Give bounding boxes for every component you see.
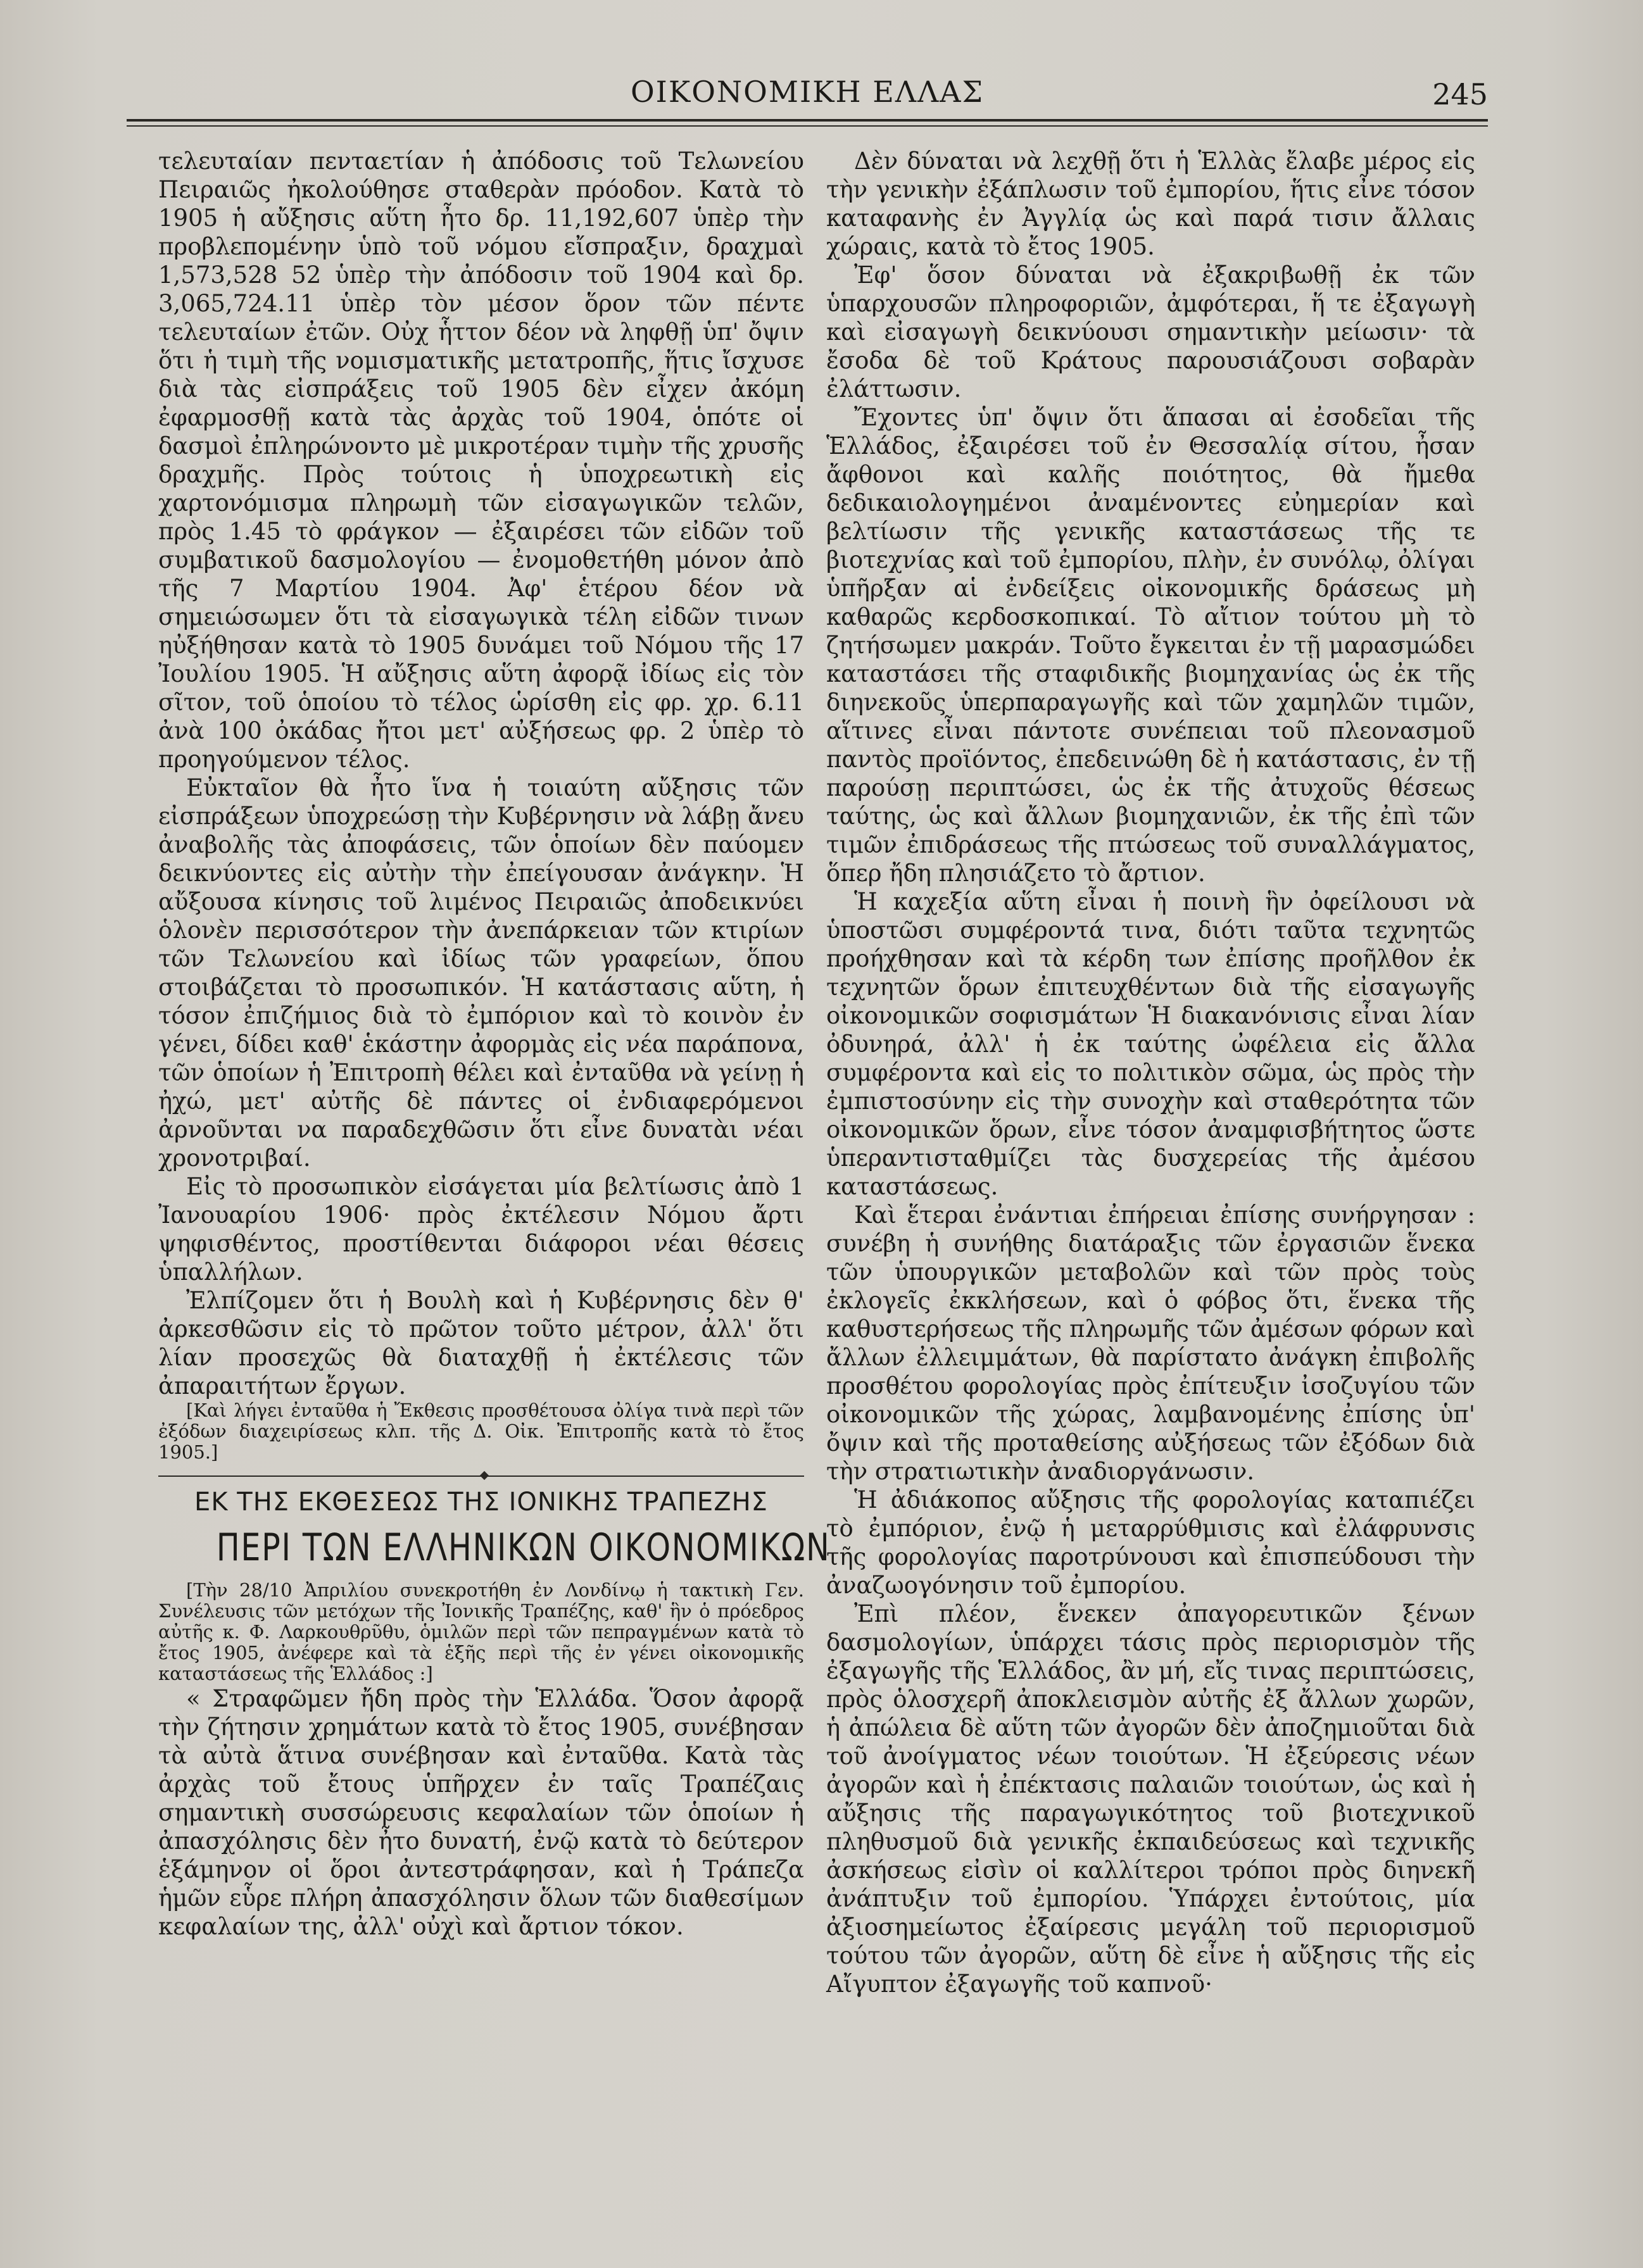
section-title: ΠΕΡΙ ΤΩΝ ΕΛΛΗΝΙΚΩΝ ΟΙΚΟΝΟΜΙΚΩΝ: [216, 1526, 831, 1570]
right-paragraph-5: Καὶ ἕτεραι ἐνάντιαι ἐπήρειαι ἐπίσης συνήργησαν : συνέβη ἡ συνήθης διατάραξις τῶν ἐργασιῶν ἕνεκα τῶν ὑπουργικῶν μεταβολῶν καὶ τῶν πρὸς τοὺς ἐκλογεῖς ἐκκλήσεων, καὶ ὁ φόβος ὅτι, ἕνεκα τῆς καθυστερήσεως τῆς πληρωμῆς τῶν ἀμέσων φόρων καὶ ἄλλων ἐλλειμμάτων, θὰ παρίστατο ἀνάγκη ἐπιβολῆς προσθέτου φορολογίας πρὸς ἐπίτευξιν ἰσοζυγίου τῶν οἰκονομικῶν τῆς χώρας, λαμβανομένης ἐπίσης ὑπ' ὄψιν καὶ τῆς προταθείσης αὐξήσεως τῶν ἐξόδων διὰ τὴν στρατιωτικὴν ἀναδιοργάνωσιν.: [826, 1201, 1475, 1485]
right-column: [826, 147, 1475, 1998]
right-paragraph-1: Δὲν δύναται νὰ λεχθῇ ὅτι ἡ Ἑλλὰς ἔλαβε μέρος εἰς τὴν γενικὴν ἐξάπλωσιν τοῦ ἐμπορίου, ἥτις εἶνε τόσον καταφανὴς ἐν Ἀγγλίᾳ ὡς καὶ παρά τισιν ἄλλαις χώραις, κατὰ τὸ ἔτος 1905.: [826, 147, 1475, 260]
right-paragraph-4: Ἡ καχεξία αὕτη εἶναι ἡ ποινὴ ἣν ὀφείλουσι νὰ ὑποστῶσι συμφέροντά τινα, διότι ταῦτα τεχνητῶς προήχθησαν καὶ τὰ κέρδη των ἐπίσης προῆλθον ἐκ τεχνητῶν ὅρων ἐπιτευχθέντων διὰ τῆς εἰσαγωγῆς οἰκονομικῶν σοφισμάτων Ἡ διακανόνισις εἶναι λίαν ὀδυνηρά, ἀλλ' ἡ ἐκ ταύτης ὠφέλεια εἰς ἄλλα συμφέροντα καὶ εἰς το πολιτικὸν σῶμα, ὡς πρὸς τὴν ἐμπιστοσύνην εἰς τὴν συνοχὴν καὶ σταθερότητα τῶν οἰκονομικῶν ὅρων, εἶνε τόσον ἀναμφισβήτητος ὥστε ὑπεραντισταθμίζει τὰς δυσχερείας τῆς ἀμέσου καταστάσεως.: [826, 888, 1475, 1200]
left-paragraph-4: Ἐλπίζομεν ὅτι ἡ Βουλὴ καὶ ἡ Κυβέρνησις δὲν θ' ἀρκεσθῶσιν εἰς τὸ πρῶτον τοῦτο μέτρον, ἀλλ' ὅτι λίαν προσεχῶς θὰ διαταχθῇ ἡ ἐκτέλεσις τῶν ἀπαραιτήτων ἔργων.: [158, 1287, 804, 1400]
right-paragraph-6: Ἡ ἀδιάκοπος αὔξησις τῆς φορολογίας καταπιέζει τὸ ἐμπόριον, ἐνῷ ἡ μεταρρύθμισις καὶ ἐλάφρυνσις τῆς φορολογίας παροτρύνουσι καὶ ἐπισπεύδουσι τὴν ἀναζωογόνησιν τοῦ ἐμπορίου.: [826, 1486, 1475, 1599]
section-divider: [158, 1475, 804, 1477]
page-number: 245: [1432, 77, 1488, 111]
left-paragraph-1: τελευταίαν πενταετίαν ἡ ἀπόδοσις τοῦ Τελωνείου Πειραιῶς ἠκολούθησε σταθερὰν πρόοδον. Κατὰ τὸ 1905 ἡ αὔξησις αὕτη ἦτο δρ. 11,192,607 ὑπὲρ τὴν προβλεπομένην ὑπὸ τοῦ νόμου εἴσπραξιν, δραχμαὶ 1,573,528 52 ὑπὲρ τὴν ἀπόδοσιν τοῦ 1904 καὶ δρ. 3,065,724.11 ὑπὲρ τὸν μέσον ὅρον τῶν πέντε τελευταίων ἐτῶν. Οὐχ ἧττον δέον νὰ ληφθῇ ὑπ' ὄψιν ὅτι ἡ τιμὴ τῆς νομισματικῆς μετατροπῆς, ἥτις ἴσχυσε διὰ τὰς εἰσπράξεις τοῦ 1905 δὲν εἶχεν ἀκόμη ἐφαρμοσθῇ κατὰ τὰς ἀρχὰς τοῦ 1904, ὁπότε οἱ δασμοὶ ἐπληρώνοντο μὲ μικροτέραν τιμὴν τῆς χρυσῆς δραχμῆς. Πρὸς τούτοις ἡ ὑποχρεωτικὴ εἰς χαρτονόμισμα πληρωμὴ τῶν εἰσαγωγικῶν τελῶν, πρὸς 1.45 τὸ φράγκον — ἐξαιρέσει τῶν εἰδῶν τοῦ συμβατικοῦ δασμολογίου — ἐνομοθετήθη μόνον ἀπὸ τῆς 7 Μαρτίου 1904. Ἀφ' ἑτέρου δέον νὰ σημειώσωμεν ὅτι τὰ εἰσαγωγικὰ τέλη εἰδῶν τινων ηὐξήθησαν κατὰ τὸ 1905 δυνάμει τοῦ Νόμου τῆς 17 Ἰουλίου 1905. Ἡ αὔξησις αὕτη ἀφορᾷ ἰδίως εἰς τὸν σῖτον, τοῦ ὁποίου τὸ τέλος ὡρίσθη εἰς φρ. χρ. 6.11 ἀνὰ 100 ὀκάδας ἤτοι μετ' αὐξήσεως φρ. 2 ὑπὲρ τὸ προηγούμενον τέλος.: [158, 147, 804, 773]
editor-note-end-of-report: [Καὶ λήγει ἐνταῦθα ἡ Ἔκθεσις προσθέτουσα ὀλίγα τινὰ περὶ τῶν ἐξόδων διαχειρίσεως κλπ. τῆς Δ. Οἰκ. Ἐπιτροπῆς κατὰ τὸ ἔτος 1905.]: [158, 1400, 804, 1463]
right-paragraph-3: Ἔχοντες ὑπ' ὄψιν ὅτι ἅπασαι αἱ ἐσοδεῖαι τῆς Ἑλλάδος, ἐξαιρέσει τοῦ ἐν Θεσσαλίᾳ σίτου, ἦσαν ἄφθονοι καὶ καλῆς ποιότητος, θὰ ἤμεθα δεδικαιολογημένοι ἀναμένοντες εὐημερίαν καὶ βελτίωσιν τῆς γενικῆς καταστάσεως τῆς τε βιοτεχνίας καὶ τοῦ ἐμπορίου, πλὴν, ἐν συνόλῳ, ὀλίγαι ὑπῆρξαν αἱ ἐνδείξεις οἰκονομικῆς δράσεως μὴ καθαρῶς κερδοσκοπικαί. Τὸ αἴτιον τούτου μὴ τὸ ζητήσωμεν μακράν. Τοῦτο ἔγκειται ἐν τῇ μαρασμώδει καταστάσει τῆς σταφιδικῆς βιομηχανίας ὡς ἐκ τῆς διηνεκοῦς ὑπερπαραγωγῆς καὶ τῶν χαμηλῶν τιμῶν, αἵτινες εἶναι πάντοτε συνέπειαι τοῦ πλεονασμοῦ παντὸς προϊόντος, ἐπεδεινώθη δὲ ἡ κατάστασις, ἐν τῇ παρούσῃ περιπτώσει, ὡς ἐκ τῆς ἀτυχοῦς θέσεως ταύτης, ὡς καὶ ἄλλων βιομηχανιῶν, ἐκ τῆς ἐπὶ τῶν τιμῶν ἐπιδράσεως τῆς πτώσεως τοῦ συναλλάγματος, ὅπερ ἤδη πλησιάζετο τὸ ἄρτιον.: [826, 404, 1475, 887]
running-head: [127, 70, 1488, 120]
left-column: [158, 147, 831, 1941]
right-paragraph-7: Ἐπὶ πλέον, ἕνεκεν ἀπαγορευτικῶν ξένων δασμολογίων, ὑπάρχει τάσις πρὸς περιορισμὸν τῆς ἐξαγωγῆς τῆς Ἑλλάδος, ἂν μή, εἴς τινας περιπτώσεις, πρὸς ὁλοσχερῆ ἀποκλεισμὸν αὐτῆς ἐξ ἄλλων χωρῶν, ἡ ἀπώλεια δὲ αὕτη τῶν ἀγορῶν δὲν ἀποζημιοῦται διὰ τοῦ ἀνοίγματος νέων τοιούτων. Ἡ ἐξεύρεσις νέων ἀγορῶν καὶ ἡ ἐπέκτασις παλαιῶν τοιούτων, ὡς καὶ ἡ αὔξησις τῆς παραγωγικότητος τοῦ βιοτεχνικοῦ πληθυσμοῦ διὰ γενικῆς ἐκπαιδεύσεως καὶ τεχνικῆς ἀσκήσεως εἰσὶν οἱ καλλίτεροι τρόποι πρὸς διηνεκῆ ἀνάπτυξιν τοῦ ἐμπορίου. Ὑπάρχει ἐντούτοις, μία ἀξιοσημείωτος ἐξαίρεσις μεγάλη τοῦ περιορισμοῦ τούτου τῶν ἀγορῶν, αὕτη δὲ εἶνε ἡ αὔξησις τῆς εἰς Αἴγυπτον ἐξαγωγῆς τοῦ καπνοῦ·: [826, 1600, 1475, 1998]
left-paragraph-3: Εἰς τὸ προσωπικὸν εἰσάγεται μία βελτίωσις ἀπὸ 1 Ἰανουαρίου 1906· πρὸς ἐκτέλεσιν Νόμου ἄρτι ψηφισθέντος, προστίθενται διάφοροι νέαι θέσεις ὑπαλλήλων.: [158, 1173, 804, 1286]
editor-note-meeting: [Τὴν 28/10 Ἀπριλίου συνεκροτήθη ἐν Λονδίνῳ ἡ τακτικὴ Γεν. Συνέλευσις τῶν μετόχων τῆς Ἰονικῆς Τραπέζης, καθ' ἣν ὁ πρόεδρος αὐτῆς κ. Φ. Λαρκουθρῦθυ, ὁμιλῶν περὶ τῶν πεπραγμένων κατὰ τὸ ἔτος 1905, ἀνέφερε καὶ τὰ ἑξῆς περὶ τῆς ἐν γένει οἰκονομικῆς καταστάσεως τῆς Ἑλλάδος :]: [158, 1579, 804, 1684]
header-rule: [127, 119, 1488, 122]
section-source-label: ΕΚ ΤΗΣ ΕΚΘΕΣΕΩΣ ΤΗΣ ΙΟΝΙΚΗΣ ΤΡΑΠΕΖΗΣ: [194, 1488, 768, 1517]
left-paragraph-2: Εὐκταῖον θὰ ἦτο ἵνα ἡ τοιαύτη αὔξησις τῶν εἰσπράξεων ὑποχρεώσῃ τὴν Κυβέρνησιν νὰ λάβῃ ἄνευ ἀναβολῆς τὰς ἀποφάσεις, τῶν ὁποίων δὲν παύομεν δεικνύοντες εἰς αὐτὴν τὴν ἐπείγουσαν ἀνάγκην. Ἡ αὔξουσα κίνησις τοῦ λιμένος Πειραιῶς ἀποδεικνύει ὁλονὲν περισσότερον τὴν ἀνεπάρκειαν τῶν κτιρίων τῶν Τελωνείου καὶ ἰδίως τῶν γραφείων, ὅπου στοιβάζεται τὸ προσωπικόν. Ἡ κατάστασις αὕτη, ἡ τόσον ἐπιζήμιος διὰ τὸ ἐμπόριον καὶ τὸ κοινὸν ἐν γένει, δίδει καθ' ἑκάστην ἀφορμὰς εἰς νέα παράπονα, τῶν ὁποίων ἡ Ἐπιτροπὴ θέλει καὶ ἐνταῦθα νὰ γείνῃ ἡ ἠχώ, μετ' αὐτῆς δὲ πάντες οἱ ἐνδιαφερόμενοι ἀρνοῦνται να παραδεχθῶσιν ὅτι εἶνε δυνατὰι νέαι χρονοτριβαί.: [158, 774, 804, 1172]
header-rule-thin: [127, 125, 1488, 127]
left-paragraph-5: « Στραφῶμεν ἤδη πρὸς τὴν Ἑλλάδα. Ὅσον ἀφορᾷ τὴν ζήτησιν χρημάτων κατὰ τὸ ἔτος 1905, συνέβησαν τὰ αὐτὰ ἅτινα συνέβησαν καὶ ἐνταῦθα. Κατὰ τὰς ἀρχὰς τοῦ ἔτους ὑπῆρχεν ἐν ταῖς Τραπέζαις σημαντικὴ συσσώρευσις κεφαλαίων τῶν ὁποίων ἡ ἀπασχόλησις δὲν ἦτο δυνατή, ἐνῷ κατὰ τὸ δεύτερον ἑξάμηνον οἱ ὅροι ἀντεστράφησαν, καὶ ἡ Τράπεζα ἡμῶν εὗρε πλήρη ἀπασχόλησιν ὅλων τῶν διαθεσίμων κεφαλαίων της, ἀλλ' οὐχὶ καὶ ἄρτιον τόκον.: [158, 1685, 804, 1940]
right-paragraph-2: Ἐφ' ὅσον δύναται νὰ ἐξακριβωθῇ ἐκ τῶν ὑπαρχουσῶν πληροφοριῶν, ἀμφότεραι, ἥ τε ἐξαγωγὴ καὶ εἰσαγωγὴ δεικνύουσι σημαντικὴν μείωσιν· τὰ ἔσοδα δὲ τοῦ Κράτους παρουσιάζουσι σοβαρὰν ἐλάττωσιν.: [826, 261, 1475, 403]
divider-ornament: [480, 1471, 489, 1480]
journal-title: ΟΙΚΟΝΟΜΙΚΗ ΕΛΛΑΣ: [630, 75, 985, 109]
